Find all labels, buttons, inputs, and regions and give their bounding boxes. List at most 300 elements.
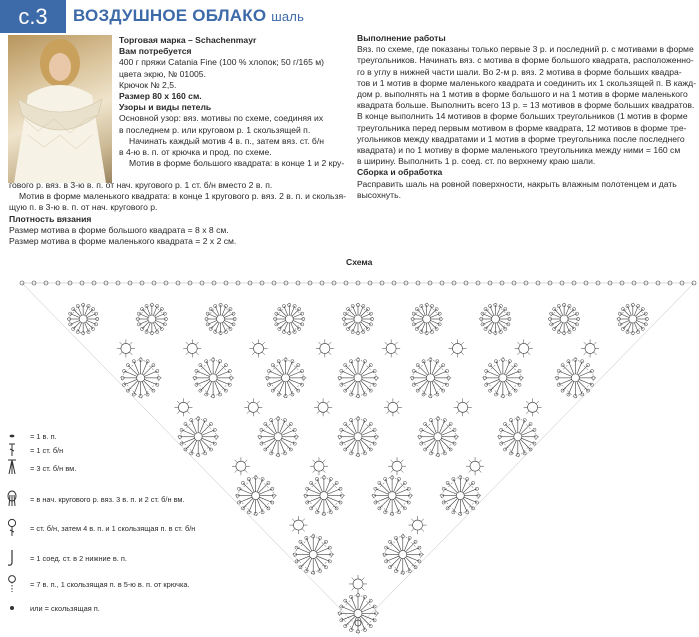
motif-stitch	[275, 323, 278, 326]
motif-stitch	[306, 487, 309, 490]
small-motif	[293, 520, 303, 530]
small-motif-stitch	[469, 470, 472, 473]
motif-stitch	[441, 424, 451, 434]
motif-stitch	[586, 364, 589, 367]
motif-stitch	[533, 428, 536, 431]
motif-stitch	[345, 440, 355, 450]
small-motif-stitch	[411, 519, 414, 522]
motif-stitch	[499, 374, 507, 382]
motif-stitch	[228, 383, 231, 386]
motif-stitch	[499, 330, 502, 333]
motif-stitch	[288, 365, 298, 375]
motif-stitch	[408, 536, 411, 539]
motif-stitch	[209, 374, 217, 382]
small-motif-stitch	[318, 342, 321, 345]
motif-stitch	[252, 492, 260, 500]
motif-stitch	[511, 440, 516, 453]
motif-stitch	[406, 557, 416, 567]
motif-stitch	[128, 365, 138, 375]
small-motif-stitch	[187, 411, 190, 414]
motif-stitch	[445, 383, 448, 386]
motif-stitch	[144, 365, 154, 375]
motif-stitch	[424, 382, 429, 395]
small-motif-stitch	[244, 460, 247, 463]
motif-stitch	[206, 382, 211, 395]
motif-stitch	[351, 330, 354, 333]
small-motif	[392, 461, 402, 471]
yarn-line-2: цвета экрю, № 01005.	[119, 68, 206, 79]
motif-stitch	[490, 365, 500, 375]
motif-stitch	[261, 438, 274, 443]
motif-stitch	[229, 327, 232, 330]
legend-text: = ст. б/н, затем 4 в. п. и 1 скользящая п. в ст. б/н	[30, 524, 196, 533]
motif-stitch	[317, 499, 322, 512]
motif	[177, 416, 218, 457]
small-motif-stitch	[302, 519, 305, 522]
motif-stitch	[629, 315, 637, 323]
small-motif	[248, 402, 258, 412]
motif-stitch	[484, 327, 487, 330]
motif	[555, 357, 596, 398]
motif-stitch	[394, 536, 397, 539]
motif-stitch	[521, 424, 531, 434]
assembly-line-1: Расправить шаль на ровной поверхности, накрыть влажным полотенцем и дать	[357, 178, 677, 189]
small-motif-stitch	[186, 352, 189, 355]
motif-stitch	[72, 327, 75, 330]
motif-stitch	[199, 364, 202, 367]
small-motif	[386, 343, 396, 353]
motif-stitch	[156, 304, 159, 307]
motif	[482, 357, 523, 398]
motif-stitch	[206, 312, 209, 315]
small-motif-stitch	[594, 352, 597, 355]
motif-stitch	[137, 312, 140, 315]
small-motif-stitch	[527, 342, 530, 345]
motif-stitch	[425, 440, 435, 450]
motif	[293, 534, 334, 575]
work-line-4: тов и 1 мотив в форме маленького квадрата и соединить их 1 скользящей п. В кажд-	[357, 77, 697, 88]
motif-stitch	[156, 330, 159, 333]
work-line-9: угольников между квадратами и 1 мотив в форме треугольника после последнего	[357, 133, 685, 144]
motif-stitch	[316, 557, 326, 567]
motif-stitch	[265, 424, 275, 434]
motif-stitch	[504, 327, 507, 330]
small-motif	[314, 461, 324, 471]
small-motif-stitch	[186, 342, 189, 345]
motif-stitch	[282, 374, 290, 382]
motif-stitch	[453, 499, 458, 512]
motif-stitch	[361, 424, 371, 434]
small-motif-stitch	[323, 470, 326, 473]
motif-stitch	[69, 323, 72, 326]
motif-stitch	[69, 312, 72, 315]
legend-text: = 7 в. п., 1 скользящая п. в 5-ю в. п. от крючка.	[30, 580, 190, 589]
motif-stitch	[140, 327, 143, 330]
patterns-line-3: Начинать каждый мотив 4 в. п., затем вяз. ст. б/н	[129, 135, 324, 146]
small-motif-stitch	[396, 401, 399, 404]
motif-stitch	[626, 330, 629, 333]
small-motif-stitch	[257, 401, 260, 404]
motif-stitch	[386, 556, 399, 561]
legend-text: = 1 в. п.	[30, 432, 57, 441]
motif-stitch	[285, 315, 293, 323]
motif	[382, 534, 423, 575]
small-motif-stitch	[129, 342, 132, 345]
patterns-line-2: в последнем р. или круговом р. 1 скользящей п.	[119, 124, 311, 135]
motif-stitch	[568, 382, 573, 395]
motif-stitch	[200, 365, 210, 375]
small-motif-stitch	[252, 342, 255, 345]
motif-stitch	[433, 381, 443, 391]
small-motif	[353, 579, 363, 589]
motif-stitch	[501, 438, 514, 443]
motif-stitch	[216, 381, 226, 391]
assembly-line-2: высохнуть.	[357, 189, 401, 200]
motif-stitch	[144, 381, 154, 391]
motif-stitch	[463, 498, 473, 508]
small-motif-stitch	[247, 411, 250, 414]
small-motif-stitch	[120, 352, 123, 355]
motif-stitch	[395, 483, 405, 493]
motif-stitch	[590, 369, 593, 372]
small-motif	[388, 402, 398, 412]
motif-stitch	[442, 487, 445, 490]
small-motif-stitch	[466, 401, 469, 404]
small-motif-stitch	[328, 352, 331, 355]
photo-illustration	[8, 35, 112, 183]
hook-line: Крючок № 2,5.	[119, 79, 177, 90]
motif-stitch	[249, 499, 254, 512]
small-motif-stitch	[362, 578, 365, 581]
small-motif-stitch	[451, 342, 454, 345]
legend-text: = 1 ст. б/н	[30, 446, 64, 455]
small-motif	[585, 343, 595, 353]
motif-stitch	[430, 304, 433, 307]
motif-stitch	[134, 382, 139, 395]
motif-stitch	[379, 483, 389, 493]
motif-stitch	[237, 501, 240, 504]
motif-stitch	[363, 595, 366, 598]
small-motif-stitch	[352, 587, 355, 590]
motif-stitch	[412, 323, 415, 326]
small-motif-stitch	[318, 352, 321, 355]
motif-stitch	[122, 383, 125, 386]
motif-stitch	[481, 312, 484, 315]
small-motif-stitch	[327, 401, 330, 404]
motif-stitch	[307, 497, 320, 502]
small-motif-stitch	[244, 470, 247, 473]
motif-stitch	[279, 382, 284, 395]
motif-stitch	[273, 381, 283, 391]
motif-stitch	[641, 327, 644, 330]
motif-stitch	[412, 312, 415, 315]
motif-stitch	[514, 389, 517, 392]
motif-stitch	[301, 383, 304, 386]
small-motif	[254, 343, 264, 353]
motif-stitch	[288, 381, 298, 391]
motif-stitch	[87, 304, 90, 307]
small-motif	[187, 343, 197, 353]
small-motif	[178, 402, 188, 412]
yarn-line-1: 400 г пряжи Catania Fine (100 % хлопок; 50 г/165 м)	[119, 57, 325, 68]
motif-stitch	[214, 330, 217, 333]
small-motif-stitch	[196, 352, 199, 355]
small-motif	[519, 343, 529, 353]
motif-stitch	[200, 381, 210, 391]
motif-stitch	[444, 497, 457, 502]
page-title	[73, 6, 304, 26]
motif-stitch	[363, 419, 366, 422]
motif	[337, 416, 378, 457]
density-line-2: Размер мотива в форме маленького квадрата = 2 х 2 см.	[9, 236, 237, 247]
motif-stitch	[306, 558, 311, 571]
motif-stitch	[406, 542, 416, 552]
small-motif-stitch	[461, 352, 464, 355]
materials-heading: Вам потребуется	[119, 46, 192, 57]
small-motif-stitch	[120, 342, 123, 345]
motif-stitch	[350, 419, 353, 422]
motif-stitch	[265, 440, 275, 450]
motif-stitch	[637, 304, 640, 307]
motif	[617, 303, 649, 335]
work-line-3: го в углу в нижней части шали. Во 2-м р. вяз. 2 мотива в форме больших квадра-	[357, 66, 682, 77]
motif-stitch	[156, 383, 159, 386]
motif-stitch	[327, 483, 337, 493]
motif	[410, 357, 451, 398]
motif-stitch	[148, 315, 156, 323]
motif-stitch	[571, 374, 579, 382]
motif-stitch	[341, 438, 354, 443]
motif	[136, 303, 168, 335]
motif-stitch	[300, 542, 310, 552]
motif-stitch	[282, 330, 285, 333]
motif	[342, 303, 374, 335]
motif-stitch	[274, 433, 282, 441]
motif-stitch	[373, 383, 376, 386]
motif-stitch	[328, 560, 331, 563]
density-line-1: Размер мотива в форме большого квадрата = 8 х 8 см.	[9, 224, 229, 235]
motif-stitch	[553, 327, 556, 330]
small-motif-stitch	[328, 342, 331, 345]
motif-stitch	[421, 438, 434, 443]
title-subtitle: шаль	[271, 9, 305, 24]
small-motif-stitch	[387, 401, 390, 404]
motif-stitch	[201, 424, 211, 434]
motif-stitch	[429, 419, 432, 422]
motif-stitch	[239, 497, 252, 502]
materials-column	[119, 35, 344, 169]
patterns-heading: Узоры и виды петель	[119, 102, 212, 113]
motif-stitch	[195, 383, 198, 386]
small-motif-stitch	[252, 352, 255, 355]
motif-stitch	[496, 382, 501, 395]
motif-stitch	[196, 379, 209, 384]
motif-stitch	[283, 419, 286, 422]
legend-text: = 1 соед. ст. в 2 нижние в. п.	[30, 554, 127, 563]
motif-stitch	[414, 379, 427, 384]
motif-stitch	[295, 560, 298, 563]
motif-stitch	[418, 560, 421, 563]
motif-stitch	[506, 381, 516, 391]
motif-stitch	[369, 364, 372, 367]
motif-stitch	[216, 365, 226, 375]
motif-stitch	[379, 498, 389, 508]
motif-stitch	[431, 440, 436, 453]
small-motif-stitch	[257, 411, 260, 414]
motif-stitch	[361, 616, 371, 626]
motif-stitch	[347, 327, 350, 330]
small-motif-stitch	[411, 529, 414, 532]
motif-stitch	[489, 364, 492, 367]
motif-stitch	[463, 483, 473, 493]
motif-stitch	[281, 424, 291, 434]
small-motif-stitch	[395, 342, 398, 345]
patterns-line-1: Основной узор: вяз. мотивы по схеме, соединяя их	[119, 113, 324, 124]
motif-stitch	[361, 440, 371, 450]
small-motif-stitch	[129, 352, 132, 355]
motif-stitch	[491, 315, 499, 323]
motif-stitch	[388, 492, 396, 500]
title-main: ВОЗДУШНОЕ ОБЛАКО	[73, 6, 267, 25]
motif-stitch	[345, 424, 355, 434]
small-motif-stitch	[526, 411, 529, 414]
small-motif	[452, 343, 462, 353]
motif-stitch	[441, 440, 451, 450]
motif	[411, 303, 443, 335]
motif-stitch	[433, 365, 443, 375]
small-motif-stitch	[247, 401, 250, 404]
small-motif	[528, 402, 538, 412]
size-line: Размер 80 х 160 см.	[119, 91, 202, 102]
motif-stitch	[191, 440, 196, 453]
small-motif-stitch	[594, 342, 597, 345]
small-motif-stitch	[313, 460, 316, 463]
patterns-line-8: щую п. в 3-ю в. п. от нач. кругового р.	[9, 202, 158, 213]
motif-stitch	[481, 323, 484, 326]
motif-stitch	[563, 381, 573, 391]
motif-stitch	[311, 498, 321, 508]
small-motif	[318, 402, 328, 412]
motif-stitch	[407, 487, 410, 490]
motif-stitch	[190, 419, 193, 422]
small-motif-stitch	[385, 352, 388, 355]
motif	[337, 593, 378, 634]
motif-stitch	[79, 315, 87, 323]
motif-stitch	[362, 330, 365, 333]
motif-stitch	[267, 383, 270, 386]
small-motif-stitch	[391, 470, 394, 473]
small-motif-stitch	[461, 342, 464, 345]
motif-stitch	[560, 315, 568, 323]
motif-stitch	[217, 315, 225, 323]
small-motif-stitch	[292, 519, 295, 522]
motif-stitch	[443, 419, 446, 422]
small-motif-stitch	[536, 401, 539, 404]
motif-stitch	[327, 498, 337, 508]
small-motif-stitch	[313, 470, 316, 473]
motif-stitch	[243, 498, 253, 508]
small-motif	[458, 402, 468, 412]
small-motif-stitch	[352, 578, 355, 581]
small-motif-stitch	[187, 401, 190, 404]
motif-stitch	[426, 374, 434, 382]
motif	[479, 303, 511, 335]
motif-stitch	[557, 383, 560, 386]
motif-stitch	[361, 365, 371, 375]
motif-stitch	[550, 323, 553, 326]
motif-stitch	[320, 492, 328, 500]
motif-stitch	[351, 440, 356, 453]
motif-stitch	[505, 440, 515, 450]
motif-stitch	[91, 327, 94, 330]
instructions-column	[357, 33, 696, 201]
motif-stitch	[505, 424, 515, 434]
motif-stitch	[344, 364, 347, 367]
motif-stitch	[209, 327, 212, 330]
motif-stitch	[423, 315, 431, 323]
patterns-line-4: в 4-ю в. п. от крючка и прод. по схеме.	[119, 147, 272, 158]
motif-stitch	[128, 381, 138, 391]
motif-stitch	[350, 595, 353, 598]
motif-stitch	[559, 379, 572, 384]
small-motif-stitch	[396, 411, 399, 414]
work-line-6: квадрата больше. Выполнить всего 13 р. = 13 мотивов в форме больших квадратов.	[357, 100, 695, 111]
motif-stitch	[425, 424, 435, 434]
work-line-10: квадрата) и по 1 мотиву в форме маленького треугольника между ними = 160 см	[357, 145, 681, 156]
motif-stitch	[621, 327, 624, 330]
motif-stitch	[563, 365, 573, 375]
motif-stitch	[475, 487, 478, 490]
motif-stitch	[203, 419, 206, 422]
patterns-line-5: Мотив в форме большого квадрата: в конце 1 и 2 кру-	[129, 158, 345, 169]
motif-stitch	[568, 330, 571, 333]
motif-stitch	[343, 312, 346, 315]
small-motif-stitch	[451, 352, 454, 355]
motif-stitch	[351, 617, 356, 630]
small-motif-stitch	[584, 352, 587, 355]
motif-stitch	[485, 383, 488, 386]
motif-stitch	[448, 498, 458, 508]
motif-stitch	[271, 364, 274, 367]
small-motif-stitch	[456, 411, 459, 414]
motif-stitch	[435, 327, 438, 330]
motif	[192, 357, 233, 398]
small-motif-stitch	[456, 401, 459, 404]
work-line-7: В конце выполнить 14 мотивов в форме больших треугольников (1 мотив в форме	[357, 111, 688, 122]
patterns-line-6: гового р. вяз. в 3-ю в. п. от нач. кругового р. 1 ст. б/н вместо 2 в. п.	[9, 180, 273, 190]
motif-stitch	[523, 419, 526, 422]
motif	[337, 357, 378, 398]
small-motif-stitch	[517, 342, 520, 345]
small-motif	[121, 343, 131, 353]
schema-title: Схема	[346, 257, 373, 267]
motif	[548, 303, 580, 335]
motif-stitch	[578, 365, 588, 375]
motif-stitch	[354, 315, 362, 323]
motif	[497, 416, 538, 457]
small-motif-stitch	[262, 352, 265, 355]
small-motif-stitch	[196, 342, 199, 345]
small-motif-stitch	[421, 519, 424, 522]
small-motif-stitch	[327, 411, 330, 414]
motif-stitch	[259, 483, 269, 493]
motif-stitch	[340, 619, 343, 622]
motif-stitch	[137, 323, 140, 326]
small-motif-stitch	[177, 411, 180, 414]
small-motif-stitch	[317, 401, 320, 404]
motif-stitch	[374, 487, 377, 490]
motif-stitch	[361, 601, 371, 611]
